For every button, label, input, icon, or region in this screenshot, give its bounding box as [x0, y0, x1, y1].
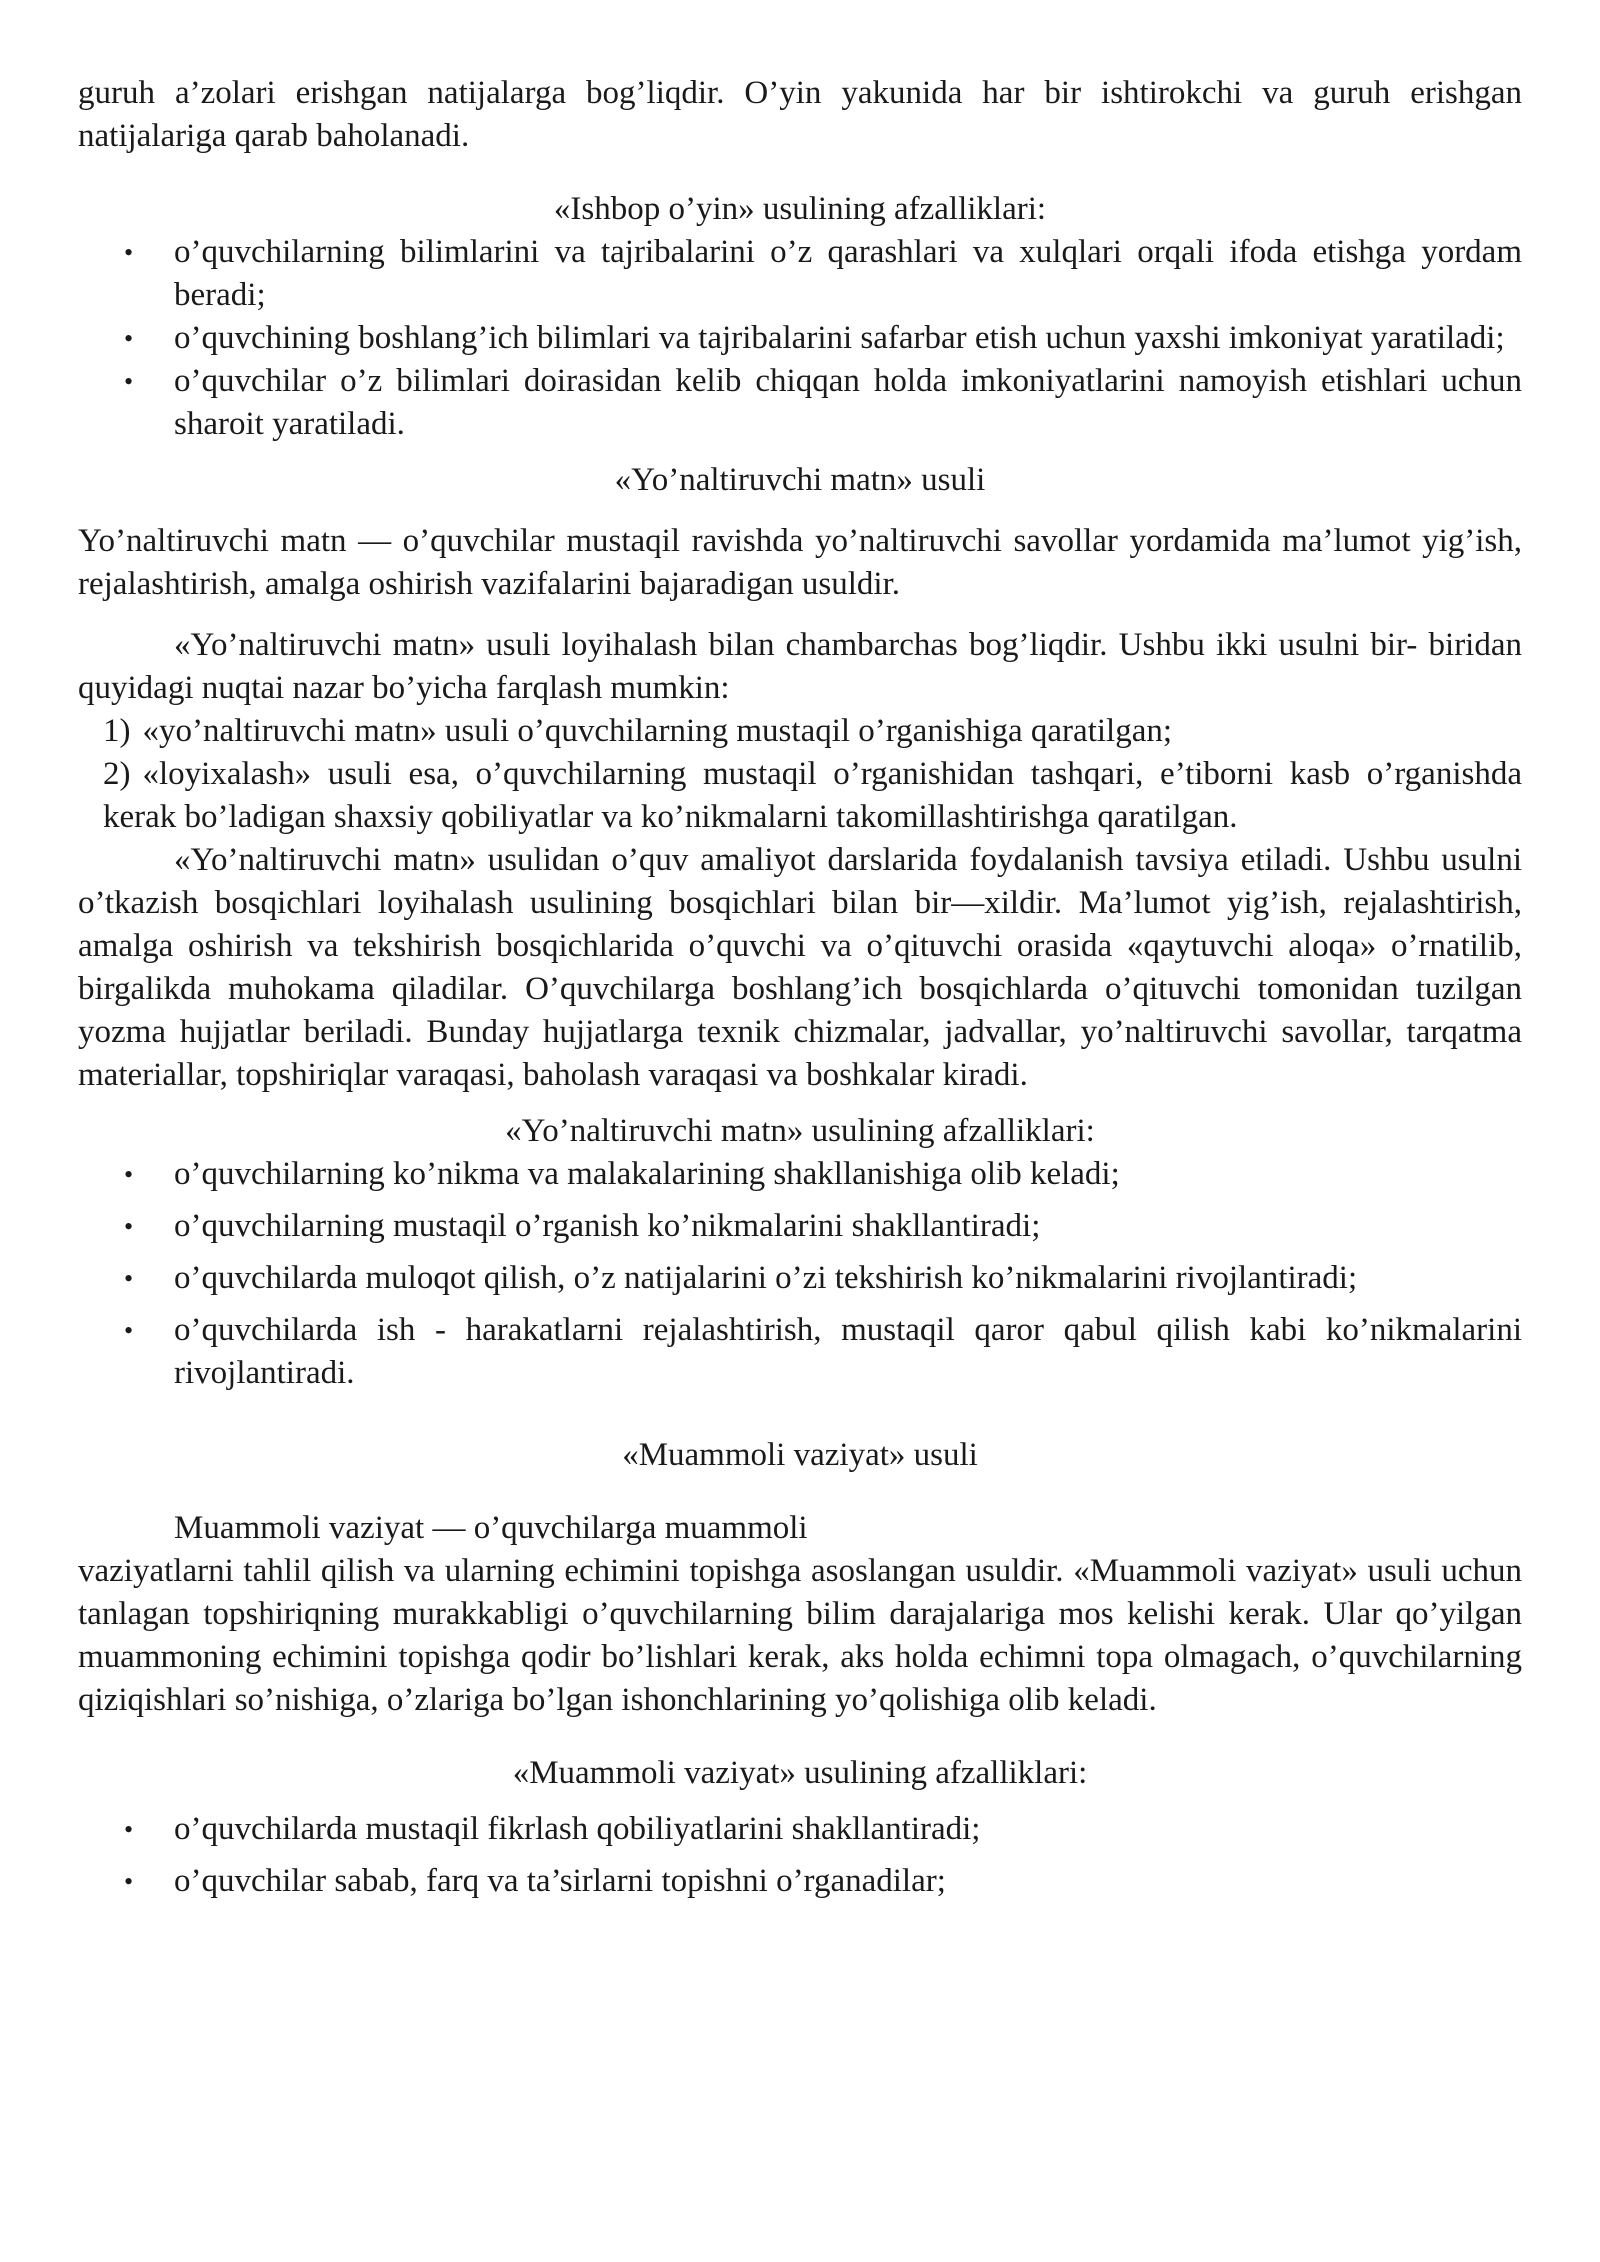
bullet-icon: • [124, 324, 134, 353]
numbered-item [78, 710, 1522, 753]
list-item-text: o’quvchining boshlang’ich bilimlari va tajribalarini safarbar etish uchun yaxshi imkoniyat yaratiladi; [174, 320, 1505, 356]
list-item [78, 1205, 1522, 1248]
bullet-icon: • [124, 1264, 134, 1293]
bullet-icon: • [124, 238, 134, 267]
list-item-text: o’quvchilarning ko’nikma va malakalarining shakllanishiga olib keladi; [174, 1156, 1120, 1192]
yonaltiruvchi-advantages-list [78, 1153, 1522, 1395]
bullet-icon: • [124, 367, 134, 396]
list-item [78, 1153, 1522, 1196]
list-item [78, 231, 1522, 317]
section-heading-ishbop: «Ishbop o’yin» usulining afzalliklari: [553, 191, 1047, 227]
list-item [78, 1257, 1522, 1300]
bullet-icon: • [124, 1160, 134, 1189]
section-heading-muammoli-advantages: «Muammoli vaziyat» usulining afzalliklari: [512, 1755, 1088, 1791]
comparison-list [78, 710, 1522, 839]
definition-paragraph: Yo’naltiruvchi matn — o’quvchilar mustaqil ravishda yo’naltiruvchi savollar yordamida ma’lumot yig’ish, rejalashtirish, amalga oshirish vazifalarini bajaradigan usuldir. [78, 523, 1522, 602]
list-item-text: o’quvchilarda ish - harakatlarni rejalashtirish, mustaqil qaror qabul qilish kabi ko’nikmalarini rivojlantiradi. [174, 1312, 1522, 1391]
body-paragraph: vaziyatlarni tahlil qilish va ularning echimini topishga asoslangan usuldir. «Muammoli vaziyat» usuli uchun tanlagan topshiriqning murakkabligi o’quvchilarning bilim darajalariga mos kelishi kerak. Ular qo’yilgan muammoning echimini topishga qodir bo’lishlari kerak, aks holda echimni topa olmagach, o’quvchilarning qiziqishlari so’nishiga, o’zlariga bo’lgan ishonchlarining yo’qolishiga olib keladi. [78, 1553, 1522, 1718]
numbered-item [78, 753, 1522, 839]
muammoli-advantages-list [78, 1808, 1522, 1903]
intro-paragraph: guruh a’zolari erishgan natijalarga bog’liqdir. O’yin yakunida har bir ishtirokchi va guruh erishgan natijalariga qarab baholanadi. [78, 75, 1522, 154]
ishbop-advantages-list [78, 231, 1522, 446]
item-text: «loyixalash» usuli esa, o’quvchilarning mustaqil o’rganishidan tashqari, e’tiborni kasb o’rganishda kerak bo’ladigan shaxsiy qobiliyatlar va ko’nikmalarni takomillashtirishga qaratilgan. [103, 756, 1522, 835]
body-paragraph-lead: Muammoli vaziyat — o’quvchilarga muammoli [174, 1510, 808, 1546]
bullet-icon: • [124, 1212, 134, 1241]
section-heading-yonaltiruvchi-advantages: «Yo’naltiruvchi matn» usulining afzalliklari: [505, 1113, 1095, 1149]
list-item [78, 317, 1522, 360]
section-heading-muammoli: «Muammoli vaziyat» usuli [622, 1437, 978, 1473]
list-item [78, 1808, 1522, 1851]
body-paragraph: «Yo’naltiruvchi matn» usuli loyihalash bilan chambarchas bog’liqdir. Ushbu ikki usulni bir- biridan quyidagi nuqtai nazar bo’yicha farqlash mumkin: [78, 627, 1522, 706]
list-item-text: o’quvchilarning mustaqil o’rganish ko’nikmalarini shakllantiradi; [174, 1208, 1041, 1244]
list-item-text: o’quvchilar sabab, farq va ta’sirlarni topishni o’rganadilar; [174, 1863, 946, 1899]
list-item-text: o’quvchilarning bilimlarini va tajribalarini o’z qarashlari va xulqlari orqali ifoda etishga yordam beradi; [174, 234, 1522, 313]
bullet-icon: • [124, 1815, 134, 1844]
item-number: 1) [103, 713, 131, 749]
list-item-text: o’quvchilarda mustaqil fikrlash qobiliyatlarini shakllantiradi; [174, 1811, 981, 1847]
list-item [78, 360, 1522, 446]
list-item-text: o’quvchilarda muloqot qilish, o’z natijalarini o’zi tekshirish ko’nikmalarini rivojlantiradi; [174, 1260, 1358, 1296]
bullet-icon: • [124, 1316, 134, 1345]
item-text: «yo’naltiruvchi matn» usuli o’quvchilarning mustaqil o’rganishiga qaratilgan; [142, 713, 1173, 749]
list-item [78, 1860, 1522, 1903]
section-heading-yonaltiruvchi: «Yo’naltiruvchi matn» usuli [614, 462, 986, 498]
bullet-icon: • [124, 1867, 134, 1896]
item-number: 2) [103, 756, 131, 792]
list-item-text: o’quvchilar o’z bilimlari doirasidan kelib chiqqan holda imkoniyatlarini namoyish etishlari uchun sharoit yaratiladi. [174, 363, 1522, 442]
list-item [78, 1309, 1522, 1395]
body-paragraph: «Yo’naltiruvchi matn» usulidan o’quv amaliyot darslarida foydalanish tavsiya etiladi. Ushbu usulni o’tkazish bosqichlari loyihalash usulining bosqichlari bilan bir—xildir. Ma’lumot yig’ish, rejalashtirish, amalga oshirish va tekshirish bosqichlarida o’quvchi va o’qituvchi orasida «qaytuvchi aloqa» o’rnatilib, birgalikda muhokama qiladilar. O’quvchilarga boshlang’ich bosqichlarda o’qituvchi tomonidan tuzilgan yozma hujjatlar beriladi. Bunday hujjatlarga texnik chizmalar, jadvallar, yo’naltiruvchi savollar, tarqatma materiallar, topshiriqlar varaqasi, baholash varaqasi va boshkalar kiradi. [78, 842, 1522, 1093]
